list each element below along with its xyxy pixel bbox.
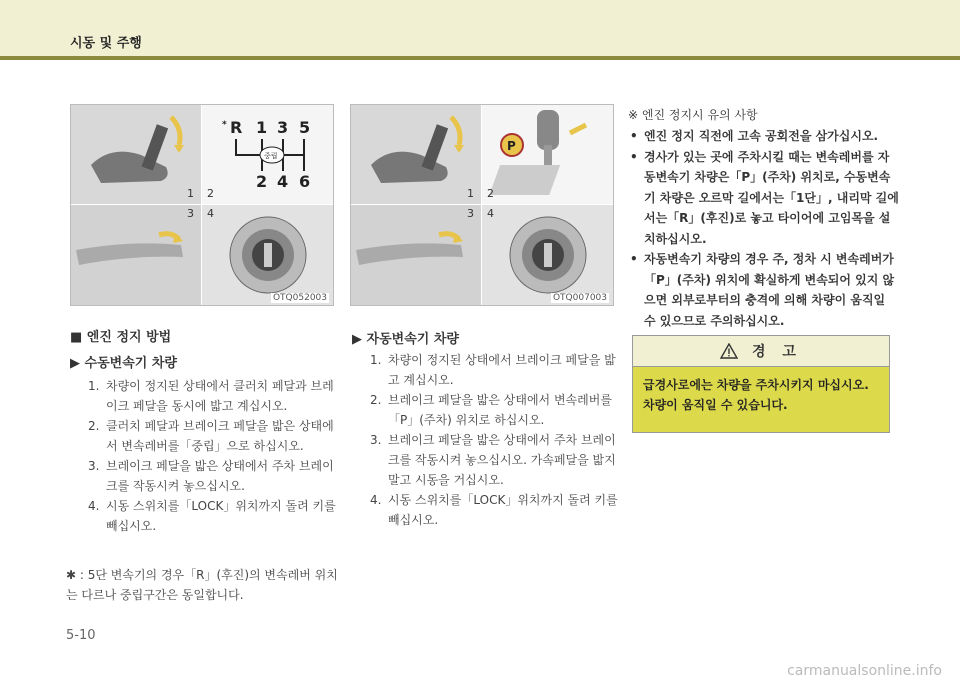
footnote: ✱ : 5단 변속기의 경우「R」(후진)의 변속레버 위치는 다르나 중립구간은 동일합니다. [66, 568, 338, 602]
warning-title: 경 고 [752, 344, 802, 360]
figure-label-3: 3 [467, 207, 474, 220]
section-title: 시동 및 주행 [70, 36, 142, 51]
figure-code: OTQ052003 [272, 293, 327, 303]
header-bar [0, 0, 960, 56]
gear-5: 5 [299, 118, 311, 137]
warning-text: 급경사로에는 차량을 주차시키지 마십시오. 차량이 움직일 수 있습니다. [633, 367, 889, 432]
manual-steps [88, 376, 340, 536]
pedal-shoe-icon [351, 105, 481, 204]
ignition-switch-icon [482, 205, 613, 305]
header-divider [0, 56, 960, 60]
figure-label-2: 2 [487, 187, 494, 200]
pedal-illustration [351, 105, 481, 204]
gear-r: R [230, 118, 243, 137]
list-item: • 엔진 정지 직전에 고속 공회전을 삼가십시오. [630, 129, 879, 143]
caution-heading: ※ 엔진 정지시 유의 사항 [628, 108, 758, 122]
warning-triangle-icon [720, 343, 738, 359]
list-item: 2. 브레이크 페달을 밟은 상태에서 변속레버를「P」(주차) 위치로 하십시오. [370, 393, 612, 427]
auto-steps [370, 350, 620, 530]
manual-transmission-figure [70, 104, 334, 306]
figure-label-4: 4 [487, 207, 494, 220]
list-item: • 경사가 있는 곳에 주차시킬 때는 변속레버를 자동변속기 차량은「P」(주차) 위치로, 수동변속기 차량은 오르막 길에서는「1단」, 내리막 길에서는「R」(후진)로 놓고 타이어에 고임목을 설치하십시오. [630, 149, 899, 246]
figure-label-3: 3 [187, 207, 194, 220]
warning-box [632, 335, 890, 433]
pedal-illustration [71, 105, 201, 204]
gear-4: 4 [277, 172, 289, 191]
neutral-label: 중립 [264, 152, 278, 160]
gear-shift-pattern [202, 105, 333, 204]
list-item: 3. 브레이크 페달을 밟은 상태에서 주차 브레이크를 작동시켜 놓으십시오. 가속페달을 밟지 말고 시동을 거십시오. [370, 433, 616, 487]
gear-3: 3 [277, 118, 289, 137]
gear-1: 1 [256, 118, 268, 137]
figure-code: OTQ007003 [552, 293, 607, 303]
figure-label-4: 4 [207, 207, 214, 220]
star-mark: * [222, 120, 227, 130]
list-item: 4. 시동 스위치를「LOCK」위치까지 돌려 키를 빼십시오. [370, 493, 618, 527]
list-item: 1. 차량이 정지된 상태에서 브레이크 페달을 밟고 계십시오. [370, 353, 616, 387]
shift-lever-illustration [482, 105, 613, 204]
manual-subtitle: ▶ 수동변속기 차량 [70, 356, 177, 371]
parking-brake-icon [71, 205, 201, 305]
warning-header [633, 336, 889, 367]
list-item: 3. 브레이크 페달을 밟은 상태에서 주차 브레이크를 작동시켜 놓으십시오. [88, 459, 334, 493]
watermark: carmanualsonline.info [787, 663, 942, 679]
list-item: 4. 시동 스위치를「LOCK」위치까지 돌려 키를 빼십시오. [88, 499, 336, 533]
list-item: • 자동변속기 차량의 경우 주, 정차 시 변속레버가「P」(주차) 위치에 확실하게 변속되어 있지 않으면 외부로부터의 충격에 의해 차량이 움직일 수 있으므로 주의하십시오. [630, 252, 895, 328]
parking-brake-icon [351, 205, 481, 305]
gear-2: 2 [256, 172, 268, 191]
ignition-switch-illustration [202, 205, 333, 305]
figure-label-1: 1 [187, 187, 194, 200]
parking-brake-illustration [71, 205, 201, 305]
list-item: 2. 클러치 페달과 브레이크 페달을 밟은 상태에서 변속레버를「중립」으로 하십시오. [88, 419, 334, 453]
svg-text:P: P [507, 139, 516, 153]
gear-6: 6 [299, 172, 311, 191]
ignition-switch-icon [202, 205, 333, 305]
figure-label-2: 2 [207, 187, 214, 200]
shift-lever-icon [482, 105, 613, 204]
parking-brake-illustration [351, 205, 481, 305]
list-item: 1. 차량이 정지된 상태에서 클러치 페달과 브레이크 페달을 동시에 밟고 계십시오. [88, 379, 334, 413]
automatic-transmission-figure [350, 104, 614, 306]
figure-label-1: 1 [467, 187, 474, 200]
page-number: 5-10 [66, 628, 96, 643]
caution-list [628, 126, 900, 331]
pedal-shoe-icon [71, 105, 201, 204]
auto-subtitle: ▶ 자동변속기 차량 [352, 332, 459, 347]
ignition-switch-illustration [482, 205, 613, 305]
engine-stop-title: ■ 엔진 정지 방법 [70, 330, 172, 345]
